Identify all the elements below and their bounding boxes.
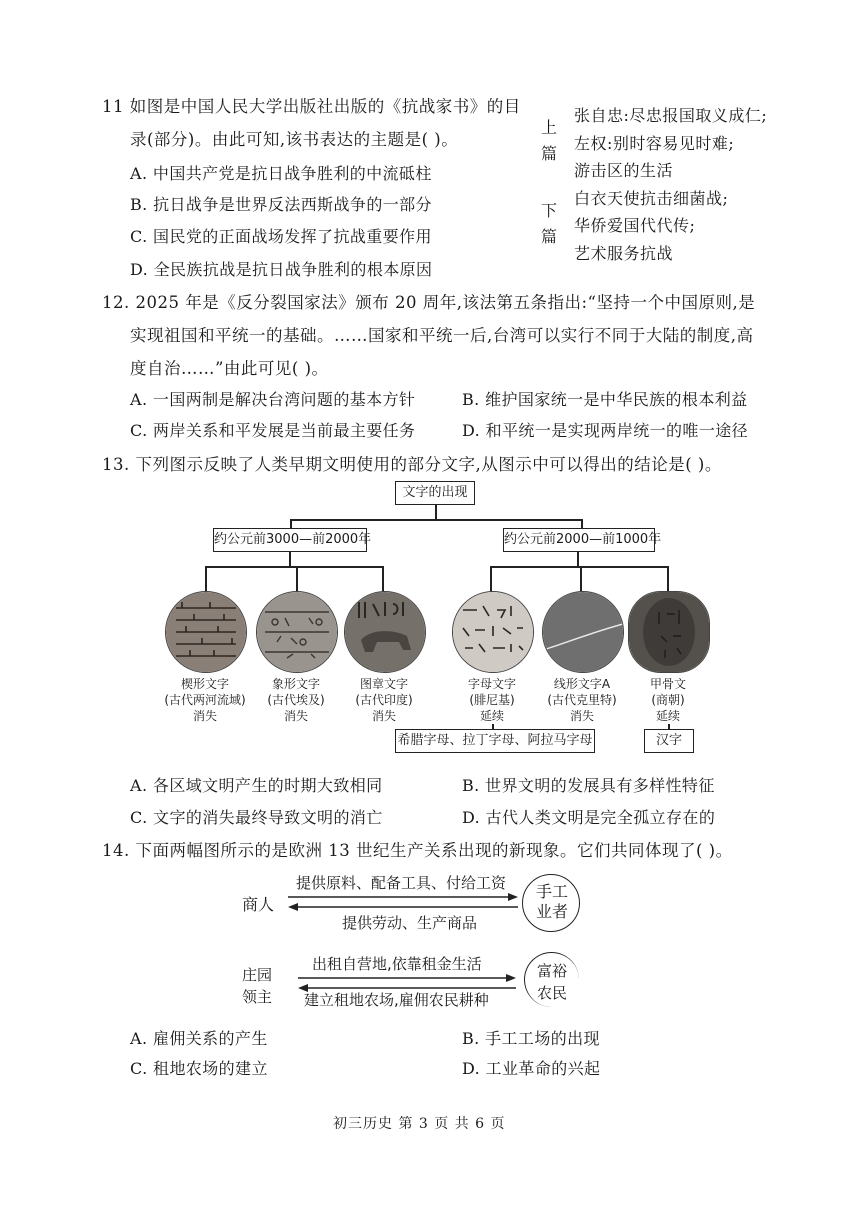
script-caption: 线形文字A (古代克里特) 消失 [547, 677, 617, 723]
connector [205, 566, 207, 592]
arrow-right [286, 892, 520, 902]
successor-left-box: 希腊字母、拉丁字母、阿拉马字母 [395, 729, 595, 753]
period-left-box: 约公元前3000—前2000年 [213, 528, 367, 552]
toc-entry: 游击区的生活 [574, 161, 674, 180]
arrow-label-top: 提供原料、配备工具、付给工资 [296, 874, 507, 892]
artisan-label: 手工业者 [536, 882, 569, 921]
script-caption: 字母文字 (腓尼基) 延续 [467, 677, 516, 723]
q12-option-c: C. 两岸关系和平发展是当前最主要任务 [130, 421, 416, 440]
q13-option-b: B. 世界文明的发展具有多样性特征 [462, 776, 715, 795]
q11-stem-line2: 录(部分)。由此可知,该书表达的主题是( )。 [130, 130, 459, 149]
cuneiform-image [165, 591, 247, 673]
script-caption: 象形文字 (古代埃及) 消失 [267, 677, 325, 723]
connector [435, 505, 437, 520]
toc-entry: 华侨爱国代代传; [574, 216, 696, 235]
q11-option-b: B. 抗日战争是世界反法西斯战争的一部分 [130, 195, 432, 214]
q14-option-d: D. 工业革命的兴起 [462, 1059, 601, 1078]
q13-stem: 13. 下列图示反映了人类早期文明使用的部分文字,从图示中可以得出的结论是( )。 [102, 455, 722, 474]
connector [382, 566, 384, 592]
page-footer: 初三历史 第 3 页 共 6 页 [333, 1116, 506, 1132]
script-caption: 图章文字 (古代印度) 消失 [355, 677, 413, 723]
toc-upper-label: 上篇 [540, 118, 557, 163]
connector [580, 566, 582, 592]
peasant-label: 富裕农民 [536, 962, 567, 1002]
script-caption: 楔形文字 (古代两河流域) 消失 [164, 677, 246, 723]
connector [577, 552, 579, 566]
toc-lower-label: 下篇 [540, 201, 557, 246]
connector [667, 566, 669, 592]
q12-stem-line2: 实现祖国和平统一的基础。……国家和平统一后,台湾可以实行不同于大陆的制度,高 [130, 326, 754, 345]
merchant-label: 商人 [242, 895, 275, 914]
lord-label: 庄园领主 [242, 966, 273, 1006]
q11-option-a: A. 中国共产党是抗日战争胜利的中流砥柱 [130, 164, 432, 183]
q11-option-d: D. 全民族抗战是抗日战争胜利的根本原因 [130, 260, 433, 279]
q12-stem-line1: 12. 2025 年是《反分裂国家法》颁布 20 周年,该法第五条指出:“坚持一个中国原则,是 [102, 293, 756, 312]
connector [205, 566, 383, 568]
toc-entry: 白衣天使抗击细菌战; [574, 189, 729, 208]
successor-right-box: 汉字 [644, 729, 694, 753]
q13-option-d: D. 古代人类文明是完全孤立存在的 [462, 808, 716, 827]
arrow-right [296, 973, 518, 983]
connector [289, 552, 291, 566]
arrow-label-bottom: 建立租地农场,雇佣农民耕种 [304, 991, 489, 1009]
script-caption: 甲骨文 (商朝) 延续 [649, 677, 686, 723]
arrow-left [286, 902, 520, 912]
oracle-bone-image [628, 591, 710, 673]
q12-stem-line3: 度自治……”由此可见( )。 [130, 359, 329, 378]
q14-option-a: A. 雇佣关系的产生 [130, 1029, 268, 1048]
toc-entry: 张自忠:尽忠报国取义成仁; [574, 106, 768, 125]
toc-entry: 艺术服务抗战 [574, 244, 674, 263]
connector [296, 566, 298, 592]
q13-option-a: A. 各区域文明产生的时期大致相同 [130, 776, 383, 795]
q13-option-c: C. 文字的消失最终导致文明的消亡 [130, 808, 383, 827]
hieroglyph-image [256, 591, 338, 673]
q12-option-b: B. 维护国家统一是中华民族的根本利益 [462, 390, 748, 409]
q14-option-c: C. 租地农场的建立 [130, 1059, 268, 1078]
q12-option-a: A. 一国两制是解决台湾问题的基本方针 [130, 390, 416, 409]
seal-script-image [344, 591, 426, 673]
period-right-box: 约公元前2000—前1000年 [503, 528, 655, 552]
q14-stem: 14. 下面两幅图所示的是欧洲 13 世纪生产关系出现的新现象。它们共同体现了( )。 [102, 841, 733, 860]
q11-option-c: C. 国民党的正面战场发挥了抗战重要作用 [130, 227, 432, 246]
connector [290, 519, 582, 521]
arrow-label-bottom: 提供劳动、生产商品 [342, 914, 478, 932]
linear-a-image [542, 591, 624, 673]
arrow-label-top: 出租自营地,依靠租金生活 [312, 955, 482, 973]
alphabet-image [452, 591, 534, 673]
q12-option-d: D. 和平统一是实现两岸统一的唯一途径 [462, 421, 749, 440]
q11-stem-line1: 11 如图是中国人民大学出版社出版的《抗战家书》的目 [102, 97, 521, 116]
connector [490, 566, 668, 568]
toc-entry: 左权:别时容易见时难; [574, 134, 735, 153]
diagram-title-box: 文字的出现 [395, 481, 475, 505]
q14-option-b: B. 手工工场的出现 [462, 1029, 600, 1048]
connector [490, 566, 492, 592]
